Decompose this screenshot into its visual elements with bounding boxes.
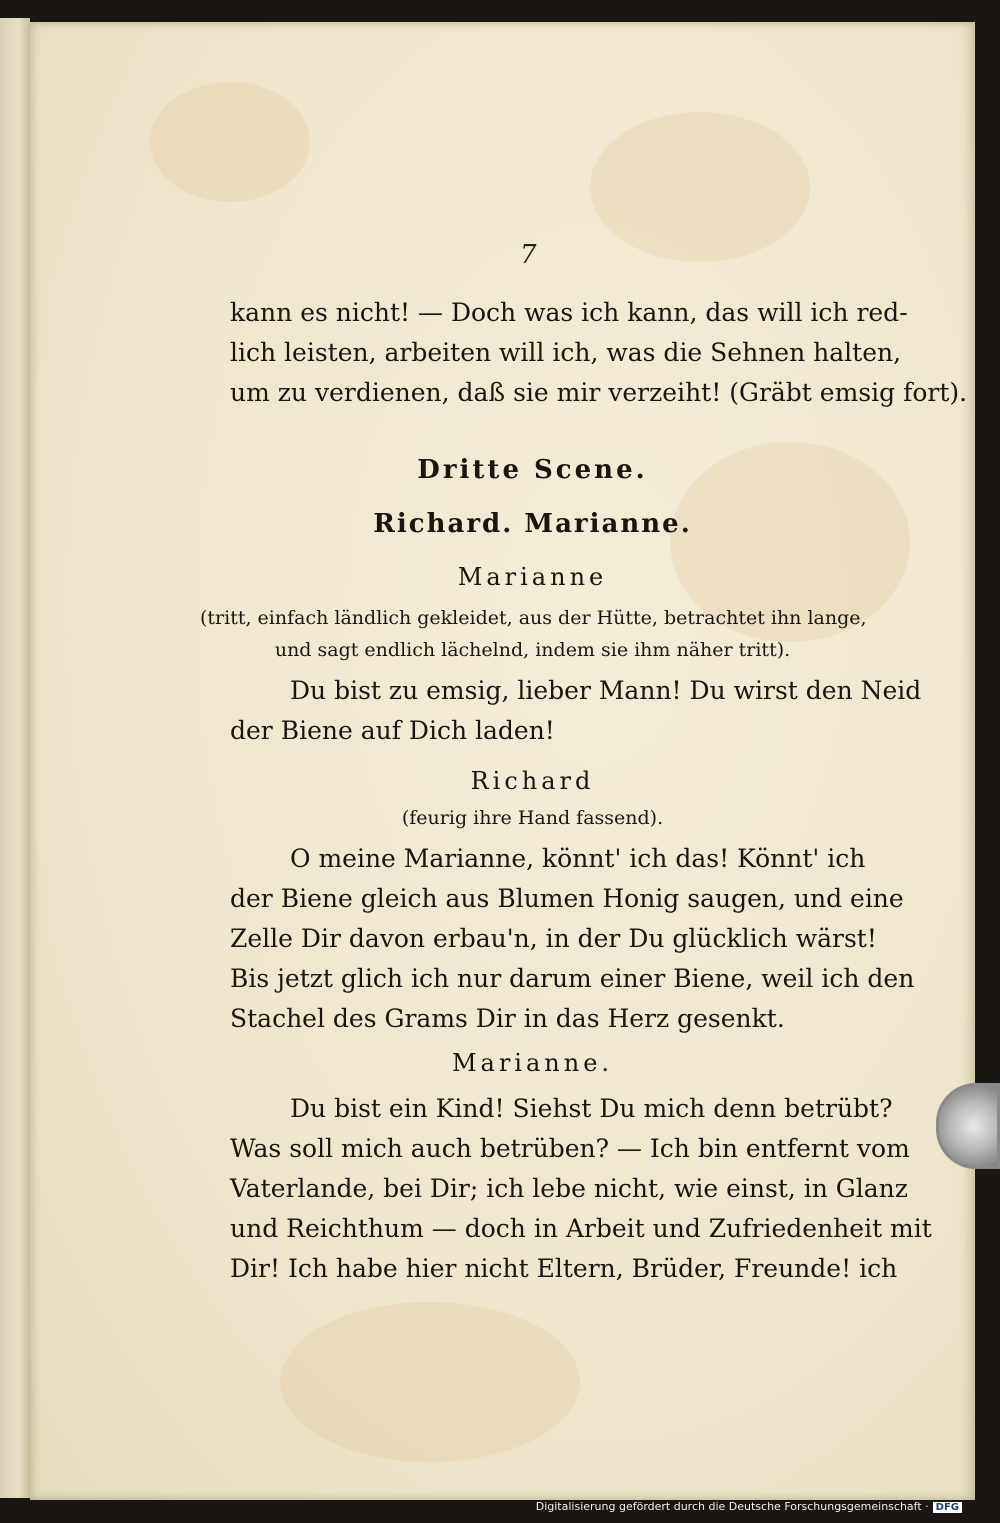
previous-page-edge [0,18,30,1498]
text-line: Zelle Dir davon erbau'n, in der Du glücklich wärst! [230,924,877,953]
foxing-stain [280,1302,580,1462]
dfg-logo-icon: DFG [933,1502,962,1513]
text-line: der Biene gleich aus Blumen Honig saugen, und eine [230,884,904,913]
book-page [30,22,975,1500]
foxing-stain [590,112,810,262]
digitization-credit [536,1500,962,1513]
scene-characters: Richard. Marianne. [373,509,692,539]
stage-direction: und sagt endlich lächelnd, indem sie ihm näher tritt). [274,639,791,661]
foxing-stain [150,82,310,202]
text-line: der Biene auf Dich laden! [230,716,555,745]
page-number: 7 [520,240,537,270]
text-line: kann es nicht! — Doch was ich kann, das will ich red- [230,298,908,327]
text-line: Stachel des Grams Dir in das Herz gesenkt. [230,1004,785,1033]
text-line: Bis jetzt glich ich nur darum einer Biene, weil ich den [230,964,915,993]
metal-clip [936,1083,1000,1169]
speaker-name: Marianne [457,563,608,591]
stage-direction: (feurig ihre Hand fassend). [401,807,664,829]
text-line: lich leisten, arbeiten will ich, was die Sehnen halten, [230,338,902,367]
text-line: O meine Marianne, könnt' ich das! Könnt' ich [290,844,866,873]
text-line: Dir! Ich habe hier nicht Eltern, Brüder, Freunde! ich [230,1254,898,1283]
text-line: Vaterlande, bei Dir; ich lebe nicht, wie einst, in Glanz [230,1174,908,1203]
text-line: um zu verdienen, daß sie mir verzeiht! (Gräbt emsig fort). [230,378,968,407]
speaker-name: Richard [470,767,595,795]
text-line: Was soll mich auch betrüben? — Ich bin entfernt vom [230,1134,910,1163]
text-line: und Reichthum — doch in Arbeit und Zufriedenheit mit [230,1214,932,1243]
scene-title: Dritte Scene. [417,455,648,485]
speaker-name: Marianne. [451,1049,614,1077]
credit-text: Digitalisierung gefördert durch die Deutsche Forschungsgemeinschaft · [535,1500,929,1513]
text-line: Du bist ein Kind! Siehst Du mich denn betrübt? [290,1094,893,1123]
text-line: Du bist zu emsig, lieber Mann! Du wirst den Neid [290,676,922,705]
stage-direction: (tritt, einfach ländlich gekleidet, aus der Hütte, betrachtet ihn lange, [200,607,867,629]
